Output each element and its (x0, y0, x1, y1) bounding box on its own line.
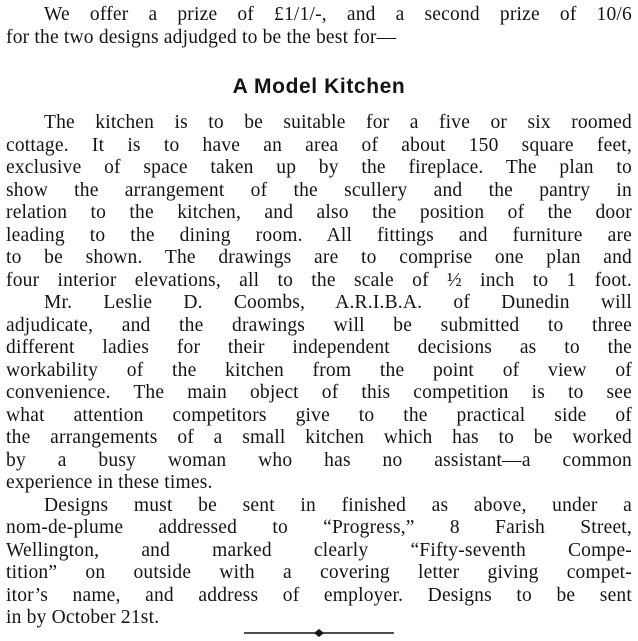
body-paragraph-2 (6, 292, 632, 495)
paragraph-line: Designs must be sent in finished as above, under a (44, 494, 632, 516)
paragraph-line: Wellington, and marked clearly “Fifty-seventh Compe- (6, 539, 632, 561)
paragraph-line: the arrangements of a small kitchen which has to be worked (6, 427, 632, 448)
paragraph-line: in by October 21st. (6, 607, 160, 628)
diamond-ornament-icon (314, 629, 324, 637)
paragraph-line: by a busy woman who has no assistant—a common (6, 449, 632, 471)
paragraph-line: four interior elevations, all to the scale of ½ inch to 1 foot. (6, 269, 632, 291)
body-paragraph-1 (6, 112, 632, 292)
article-heading: A Model Kitchen (232, 75, 406, 98)
paragraph-line: itor’s name, and address of employer. Designs to be sent (6, 584, 632, 606)
paragraph-line: show the arrangement of the scullery and the pantry in (6, 179, 632, 201)
paragraph-line: different ladies for their independent decisions as to the (6, 337, 632, 358)
paragraph-line: to be shown. The drawings are to comprise one plan and (6, 247, 632, 268)
paragraph-line: Mr. Leslie D. Coombs, A.R.I.B.A. of Dunedin will (44, 292, 632, 313)
paragraph-line: relation to the kitchen, and also the position of the door (6, 202, 632, 223)
paragraph-line: experience in these times. (6, 472, 213, 493)
paragraph-line: nom-de-plume addressed to “Progress,” 8 Farish Street, (6, 517, 632, 538)
paragraph-line: workability of the kitchen from the point of view of (6, 359, 632, 381)
paragraph-line: tition” on outside with a covering letter giving compet- (6, 562, 632, 583)
paragraph-line: adjudicate, and the drawings will be submitted to three (6, 314, 632, 336)
paragraph-line: what attention competitors give to the practical side of (6, 404, 632, 426)
body-paragraph-3 (6, 495, 632, 630)
intro-line: for the two designs adjudged to be the best for— (6, 26, 397, 48)
ornamental-divider (244, 628, 394, 638)
intro-line: We offer a prize of £1/1/-, and a second prize of 10/6 (44, 4, 632, 25)
paragraph-line: exclusive of space taken up by the fireplace. The plan to (6, 157, 632, 178)
intro-paragraph (6, 4, 632, 49)
paragraph-line: The kitchen is to be suitable for a five or six roomed (44, 112, 632, 133)
paragraph-line: convenience. The main object of this competition is to see (6, 382, 632, 403)
paragraph-line: leading to the dining room. All fittings and furniture are (6, 224, 632, 246)
paragraph-line: cottage. It is to have an area of about 150 square feet, (6, 134, 632, 156)
article (6, 4, 632, 630)
